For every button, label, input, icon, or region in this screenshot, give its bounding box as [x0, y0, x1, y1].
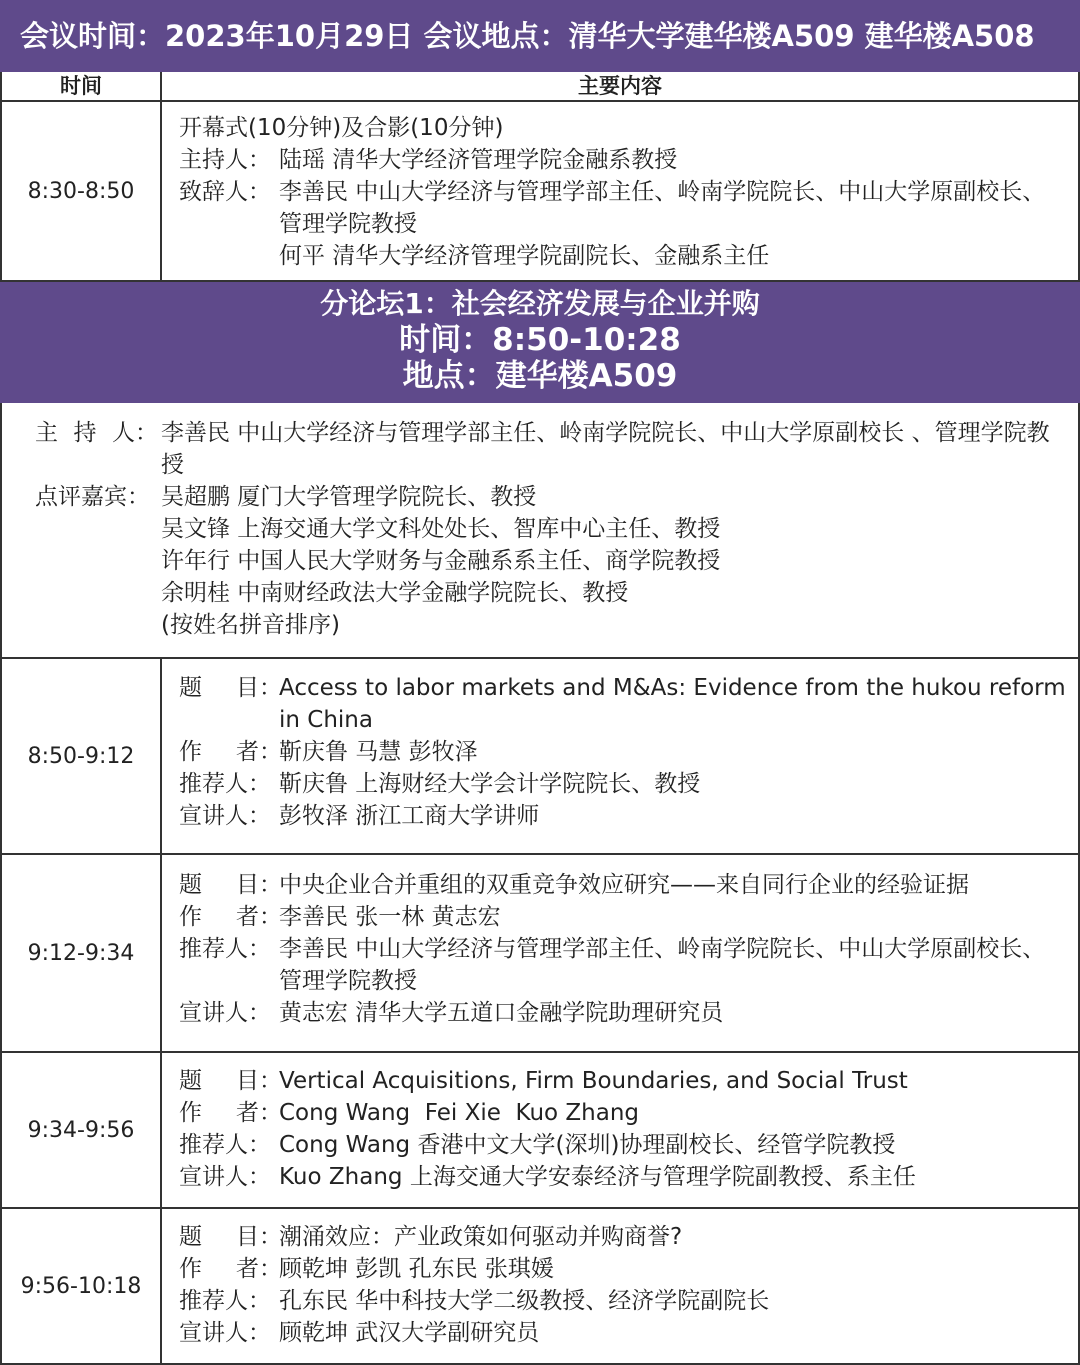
- presenter-label: 宣讲人：: [179, 803, 271, 829]
- title-label: 题 目: [179, 872, 259, 898]
- presenter-label: 宣讲人：: [179, 1320, 271, 1346]
- reviewer-4: 余明桂 中南财经政法大学金融学院院长、教授: [161, 580, 629, 606]
- presenter-label: 宣讲人：: [179, 1164, 271, 1190]
- speech-value-2: 何平 清华大学经济管理学院副院长、金融系主任: [279, 243, 770, 269]
- author-label: 作 者: [179, 739, 259, 765]
- content-cell: 题 目 ： 潮涌效应：产业政策如何驱动并购商誉? 作 者 ： 顾乾坤 彭凯 孔东民 张琪媛 推荐人： 孔东民 华中科技大学二级教授、经济学院副院长 宣讲人： 顾乾坤 武汉大学副研究员: [162, 1209, 1078, 1363]
- reviewer-label: 点评嘉宾：: [35, 484, 150, 510]
- author-label: 作 者: [179, 1256, 259, 1282]
- paper-presenter: 黄志宏 清华大学五道口金融学院助理研究员: [279, 1000, 724, 1026]
- opening-speech-line-2: [179, 240, 1068, 272]
- paper-authors: Cong Wang Fei Xie Kuo Zhang: [279, 1100, 640, 1126]
- paper-title: 潮涌效应：产业政策如何驱动并购商誉?: [279, 1224, 683, 1250]
- paper-title: 中央企业合并重组的双重竞争效应研究——来自同行企业的经验证据: [279, 872, 969, 898]
- content-cell: 题 目 ： 中央企业合并重组的双重竞争效应研究——来自同行企业的经验证据 作 者 ： 李善民 张一林 黄志宏 推荐人： 李善民 中山大学经济与管理学部主任、岭南学院院长、中山大学原副校长、管理学院教授 宣讲人： 黄志宏 清华大学五道口金融学院助理研究员: [162, 855, 1078, 1051]
- paper-presenter: 彭牧泽 浙江工商大学讲师: [279, 803, 540, 829]
- title-label: 题 目: [179, 675, 259, 701]
- opening-host-line: [179, 144, 1068, 176]
- paper-row: [0, 1053, 1080, 1209]
- author-label: 作 者: [179, 904, 259, 930]
- host-value: 陆瑶 清华大学经济管理学院金融系教授: [279, 147, 678, 173]
- time-cell: 8:30-8:50: [2, 102, 162, 280]
- reviewer-line: [35, 481, 1068, 513]
- session-banner: [0, 282, 1080, 403]
- recommender-label: 推荐人：: [179, 936, 271, 962]
- paper-recommender: Cong Wang 香港中文大学(深圳)协理副校长、经管学院教授: [279, 1132, 896, 1158]
- paper-authors: 顾乾坤 彭凯 孔东民 张琪媛: [279, 1256, 554, 1282]
- recommender-label: 推荐人：: [179, 1132, 271, 1158]
- conference-title: 会议时间：2023年10月29日 会议地点：清华大学建华楼A509 建华楼A508: [20, 19, 1035, 53]
- content-cell: 题 目 ： Access to labor markets and M&As: Evidence from the hukou reform in China 作 者 ： 靳庆鲁 马慧 彭牧泽 推荐人： 靳庆鲁 上海财经大学会计学院院长、教授 宣讲人： 彭牧泽 浙江工商大学讲师: [162, 659, 1078, 853]
- title-label: 题 目: [179, 1224, 259, 1250]
- paper-row: [0, 659, 1080, 855]
- title-label: 题 目: [179, 1068, 259, 1094]
- session-place: 地点：建华楼A509: [402, 358, 678, 394]
- author-label: 作 者: [179, 1100, 259, 1126]
- reviewer-note: (按姓名拼音排序): [161, 612, 340, 638]
- time-cell: 9:56-10:18: [2, 1209, 162, 1363]
- reviewer-1: 吴超鹏 厦门大学管理学院院长、教授: [161, 484, 537, 510]
- paper-title: Vertical Acquisitions, Firm Boundaries, and Social Trust: [279, 1068, 908, 1094]
- session-time: 时间：8:50-10:28: [399, 322, 681, 358]
- paper-presenter: Kuo Zhang 上海交通大学安泰经济与管理学院副教授、系主任: [279, 1164, 916, 1190]
- opening-speech-line: [179, 176, 1068, 240]
- recommender-label: 推荐人：: [179, 771, 271, 797]
- table-header: [0, 72, 1080, 102]
- reviewer-2: 吴文锋 上海交通大学文科处处长、智库中心主任、教授: [161, 516, 721, 542]
- presenter-label: 宣讲人：: [179, 1000, 271, 1026]
- session-host-value: 李善民 中山大学经济与管理学部主任、岭南学院院长、中山大学原副校长 、管理学院教授: [161, 420, 1050, 478]
- session-hosts: [0, 403, 1080, 659]
- paper-recommender: 孔东民 华中科技大学二级教授、经济学院副院长: [279, 1288, 770, 1314]
- paper-recommender: 靳庆鲁 上海财经大学会计学院院长、教授: [279, 771, 701, 797]
- time-cell: 9:12-9:34: [2, 855, 162, 1051]
- paper-authors: 李善民 张一林 黄志宏: [279, 904, 501, 930]
- paper-recommender: 李善民 中山大学经济与管理学部主任、岭南学院院长、中山大学原副校长、管理学院教授: [279, 936, 1046, 994]
- recommender-label: 推荐人：: [179, 1288, 271, 1314]
- paper-authors: 靳庆鲁 马慧 彭牧泽: [279, 739, 478, 765]
- paper-row: [0, 855, 1080, 1053]
- conference-banner: [0, 0, 1080, 72]
- session-title: 分论坛1：社会经济发展与企业并购: [320, 287, 760, 320]
- time-cell: 9:34-9:56: [2, 1053, 162, 1207]
- content-cell: 题 目 ： Vertical Acquisitions, Firm Boundaries, and Social Trust 作 者 ： Cong Wang Fei Xie Kuo Zhang 推荐人： Cong Wang 香港中文大学(深圳)协理副校长、经管学院教授 宣讲人： Kuo Zhang 上海交通大学安泰经济与管理学院副教授、系主任: [162, 1053, 1078, 1207]
- content-cell: [162, 102, 1078, 280]
- opening-row: [0, 102, 1080, 282]
- speech-value-1: 李善民 中山大学经济与管理学部主任、岭南学院院长、中山大学原副校长、管理学院教授: [279, 179, 1046, 237]
- content-column-header: 主要内容: [578, 74, 662, 98]
- paper-title: Access to labor markets and M&As: Evidence from the hukou reform in China: [279, 675, 1066, 733]
- host-label: 主 持 人: [35, 420, 135, 446]
- host-label: 主持人：: [179, 147, 271, 173]
- time-column-header: 时间: [2, 72, 162, 100]
- paper-row: [0, 1209, 1080, 1365]
- session-host-line: 主 持 人 ： 李善民 中山大学经济与管理学部主任、岭南学院院长、中山大学原副校长 、管理学院教授: [35, 417, 1068, 481]
- paper-presenter: 顾乾坤 武汉大学副研究员: [279, 1320, 540, 1346]
- speech-label: 致辞人：: [179, 179, 271, 205]
- time-cell: 8:50-9:12: [2, 659, 162, 853]
- reviewer-3: 许年行 中国人民大学财务与金融系系主任、商学院教授: [161, 548, 721, 574]
- opening-ceremony: 开幕式(10分钟)及合影(10分钟): [179, 115, 504, 141]
